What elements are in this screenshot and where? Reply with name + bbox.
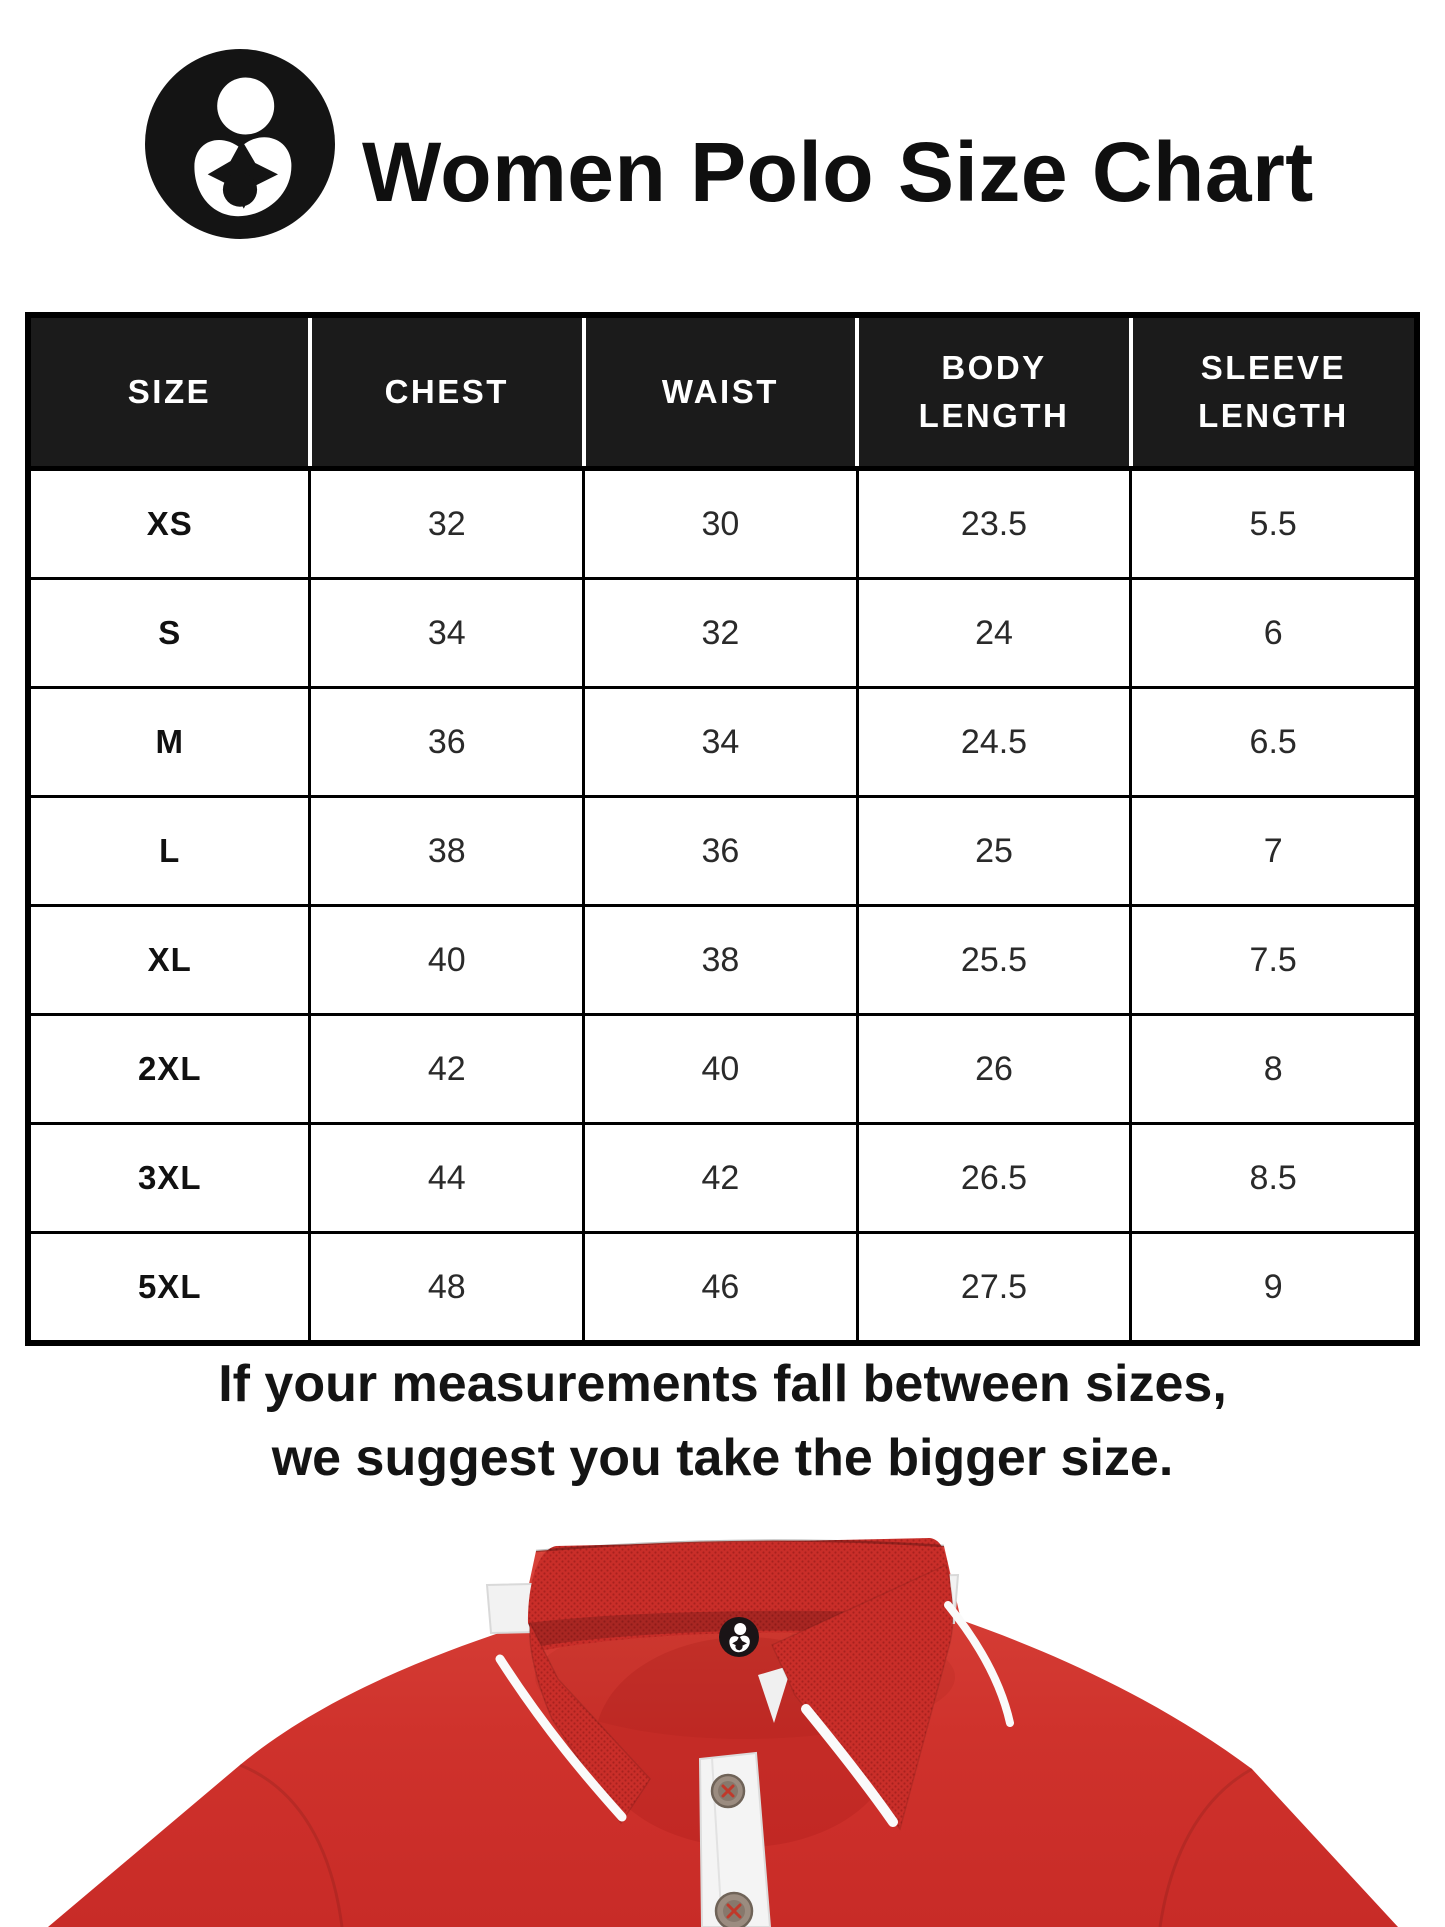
table-row xyxy=(28,1124,1417,1233)
sizing-note-line2: we suggest you take the bigger size. xyxy=(271,1428,1174,1487)
cell-sleeve-length: 7.5 xyxy=(1131,906,1417,1015)
table-row xyxy=(28,797,1417,906)
cell-body-length: 24 xyxy=(857,579,1131,688)
cell-body-length: 24.5 xyxy=(857,688,1131,797)
table-row xyxy=(28,688,1417,797)
cell-size: 3XL xyxy=(28,1124,310,1233)
table-row xyxy=(28,469,1417,579)
polo-shirt-graphic xyxy=(0,1527,1445,1927)
cell-waist: 42 xyxy=(584,1124,858,1233)
cell-size: S xyxy=(28,579,310,688)
cell-size: XS xyxy=(28,469,310,579)
cell-size: 5XL xyxy=(28,1233,310,1344)
cell-size: 2XL xyxy=(28,1015,310,1124)
table-row xyxy=(28,1015,1417,1124)
brand-header xyxy=(145,49,1314,239)
cell-body-length: 25.5 xyxy=(857,906,1131,1015)
cell-waist: 36 xyxy=(584,797,858,906)
cell-chest: 42 xyxy=(310,1015,584,1124)
cell-size: L xyxy=(28,797,310,906)
cell-body-length: 27.5 xyxy=(857,1233,1131,1344)
cell-sleeve-length: 8 xyxy=(1131,1015,1417,1124)
col-header-size: SIZE xyxy=(28,315,310,469)
table-row xyxy=(28,906,1417,1015)
col-header-sleeve-length: SLEEVE LENGTH xyxy=(1131,315,1417,469)
cell-sleeve-length: 6.5 xyxy=(1131,688,1417,797)
cell-chest: 40 xyxy=(310,906,584,1015)
col-header-chest: CHEST xyxy=(310,315,584,469)
cell-waist: 46 xyxy=(584,1233,858,1344)
cell-chest: 32 xyxy=(310,469,584,579)
cell-waist: 34 xyxy=(584,688,858,797)
col-header-body-length: BODY LENGTH xyxy=(857,315,1131,469)
page-title: Women Polo Size Chart xyxy=(362,124,1314,219)
placket-button-top xyxy=(712,1775,744,1807)
cell-chest: 36 xyxy=(310,688,584,797)
cell-sleeve-length: 9 xyxy=(1131,1233,1417,1344)
cell-waist: 32 xyxy=(584,579,858,688)
table-row xyxy=(28,579,1417,688)
cell-sleeve-length: 7 xyxy=(1131,797,1417,906)
shirt-brand-label-icon xyxy=(719,1617,759,1657)
polo-shirt-image xyxy=(0,1527,1445,1927)
cell-sleeve-length: 6 xyxy=(1131,579,1417,688)
size-chart-table xyxy=(25,312,1420,1346)
table-header-row xyxy=(28,315,1417,469)
cell-body-length: 26.5 xyxy=(857,1124,1131,1233)
cell-waist: 30 xyxy=(584,469,858,579)
table-row xyxy=(28,1233,1417,1344)
brand-logo-icon xyxy=(145,49,335,239)
cell-body-length: 26 xyxy=(857,1015,1131,1124)
cell-sleeve-length: 5.5 xyxy=(1131,469,1417,579)
cell-body-length: 23.5 xyxy=(857,469,1131,579)
col-header-waist: WAIST xyxy=(584,315,858,469)
cell-waist: 40 xyxy=(584,1015,858,1124)
sizing-note-line1: If your measurements fall between sizes, xyxy=(218,1355,1227,1413)
cell-size: M xyxy=(28,688,310,797)
cell-body-length: 25 xyxy=(857,797,1131,906)
cell-chest: 38 xyxy=(310,797,584,906)
cell-waist: 38 xyxy=(584,906,858,1015)
cell-chest: 44 xyxy=(310,1124,584,1233)
cell-sleeve-length: 8.5 xyxy=(1131,1124,1417,1233)
cell-chest: 48 xyxy=(310,1233,584,1344)
placket-button-bottom xyxy=(716,1893,752,1927)
cell-size: XL xyxy=(28,906,310,1015)
cell-chest: 34 xyxy=(310,579,584,688)
sizing-note xyxy=(0,1348,1445,1496)
